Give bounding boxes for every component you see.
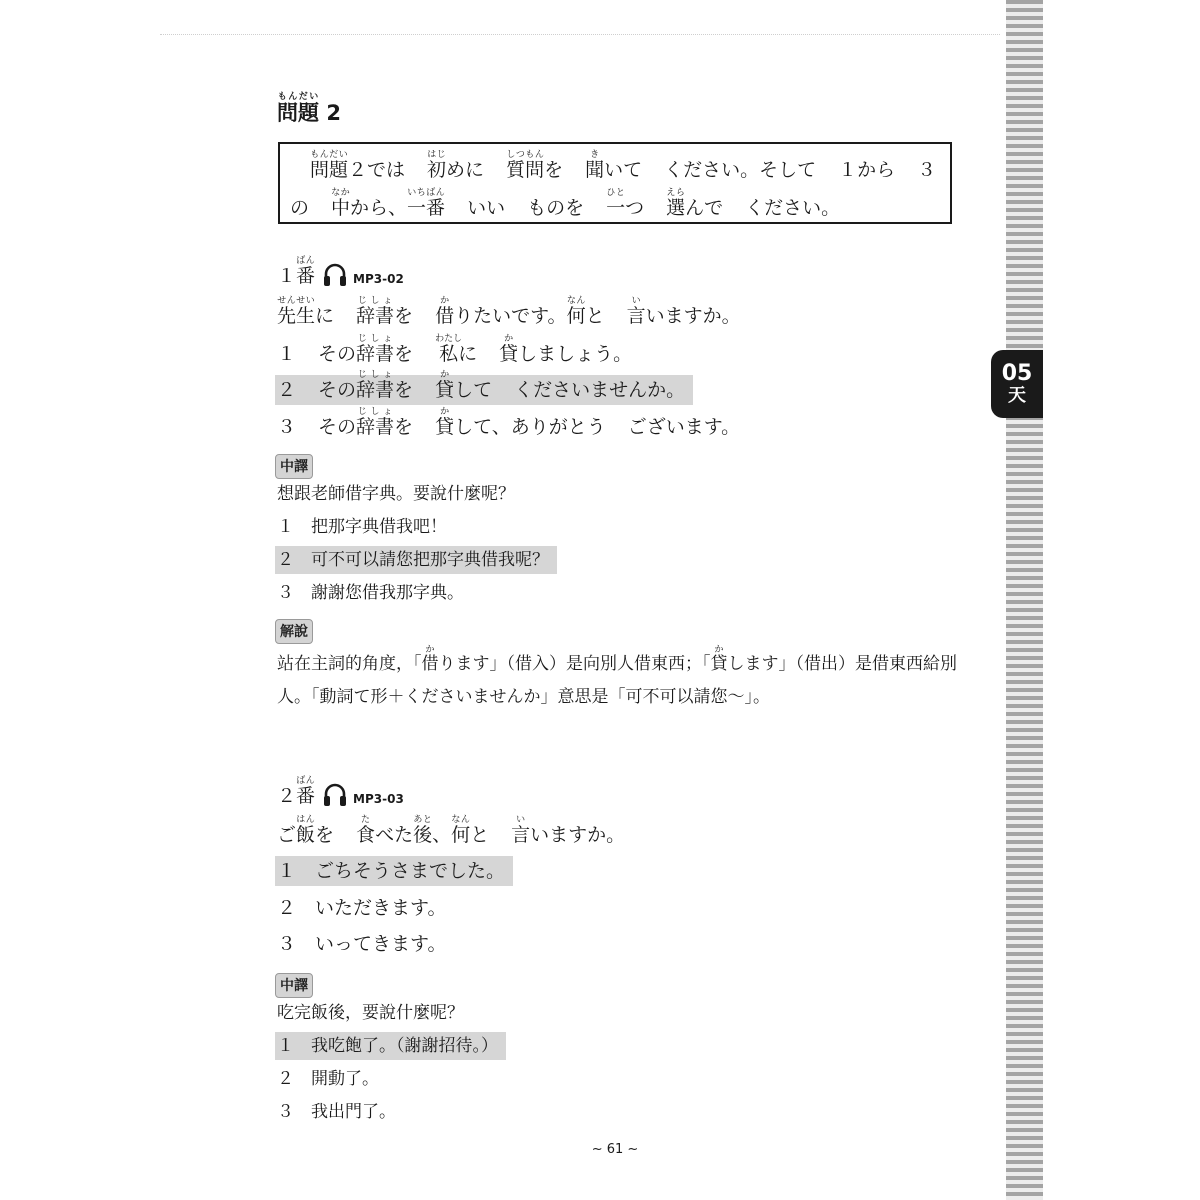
text-segment: に (458, 343, 478, 365)
text-segment: その (318, 343, 357, 365)
furigana-word: 飯はん (296, 815, 316, 846)
furigana-reading: か (435, 370, 455, 380)
q1-explanation-badge: 解說 (275, 619, 313, 644)
furigana-reading: か (435, 296, 455, 306)
q2-option-3: ３ いってきます。 (277, 933, 447, 955)
text-segment: ２ (277, 379, 297, 401)
furigana-reading: なん (451, 815, 471, 825)
furigana-reading: なか (331, 188, 351, 198)
text-segment: べた (375, 824, 414, 846)
text-segment: １から (838, 159, 896, 181)
instruction-box (278, 142, 952, 224)
furigana-word: 貸か (435, 370, 455, 401)
title-number: 2 (326, 101, 341, 125)
furigana-reading: もんだい (310, 150, 349, 160)
furigana-reading: しつもん (506, 150, 545, 160)
text-segment: りたいです。 (454, 305, 567, 327)
furigana-word: 問題もんだい (310, 150, 349, 181)
text-segment: めに (446, 159, 485, 181)
top-dotted-rule (160, 34, 1000, 35)
furigana-reading: はん (296, 815, 316, 825)
furigana-reading: せんせい (277, 296, 316, 306)
q1-explanation (277, 645, 957, 714)
furigana-reading: じしょ (356, 296, 395, 306)
text-segment: ３ (277, 416, 297, 438)
text-segment: を (394, 305, 414, 327)
furigana-word: 言い (511, 815, 531, 846)
q2-mp3-label: MP3-03 (353, 792, 404, 806)
text-segment: んで (685, 197, 724, 219)
furigana-reading: い (626, 296, 646, 306)
text-segment: ３ (917, 159, 937, 181)
furigana-word: 聞き (585, 150, 605, 181)
furigana-word: 初はじ (427, 150, 447, 181)
q1-ban: 番ばん (296, 256, 316, 287)
text-segment: 、 (432, 824, 452, 846)
furigana-word: 言い (626, 296, 646, 327)
text-segment: いて (604, 159, 643, 181)
text-segment: 站在主詞的角度，「 (277, 654, 422, 674)
headphones-icon (323, 262, 347, 288)
instruction-line-2 (290, 188, 840, 220)
furigana-reading: はじ (427, 150, 447, 160)
q1-option-3 (277, 407, 740, 437)
page-number: ~ 61 ~ (591, 1142, 639, 1157)
q1-translation-3: ３ 謝謝您借我那字典。 (277, 583, 464, 603)
furigana-reading: か (421, 645, 439, 655)
text-segment: します」（借出）是借東西給別人。「動詞て形＋くださいませんか」意思是「可不可以請您～」。 (277, 654, 957, 707)
q1-mp3-label: MP3-02 (353, 272, 404, 286)
text-segment: を (394, 379, 414, 401)
text-segment: いい (467, 197, 506, 219)
furigana-word: 貸か (499, 334, 519, 365)
text-segment: いますか。 (645, 305, 741, 327)
text-segment: その (318, 379, 357, 401)
text-segment: から、 (350, 197, 408, 219)
q2-translation-2: ２ 開動了。 (277, 1069, 379, 1089)
furigana-word: 貸か (710, 645, 728, 674)
q2-translation-badge: 中譯 (275, 973, 313, 998)
text-segment: ください。そして (664, 159, 817, 181)
q2-option-1-highlight: １ ごちそうさまでした。 (275, 856, 513, 886)
furigana-reading: じしょ (356, 334, 395, 344)
side-stripe (1006, 0, 1043, 1200)
q2-translation-3: ３ 我出門了。 (277, 1102, 396, 1122)
furigana-reading: えら (666, 188, 686, 198)
text-segment: ２では (348, 159, 406, 181)
furigana-word: 何なん (566, 296, 586, 327)
furigana-word: 中なか (331, 188, 351, 219)
furigana-word: 後あと (413, 815, 433, 846)
furigana-word: 私わたし (435, 334, 463, 365)
q2-option-2: ２ いただきます。 (277, 897, 447, 919)
q1-question (277, 296, 741, 326)
title-ruby: 問題もんだい (277, 92, 319, 125)
furigana-word: 借か (421, 645, 439, 674)
text-segment: と (470, 824, 490, 846)
furigana-word: 借か (435, 296, 455, 327)
q2-ban: 番ばん (296, 776, 316, 807)
furigana-reading: た (356, 815, 376, 825)
furigana-word: 辞書じしょ (356, 407, 395, 438)
text-segment: くださいませんか。 (514, 379, 686, 401)
text-segment: と (585, 305, 605, 327)
text-segment: を (315, 824, 335, 846)
q1-translation-badge: 中譯 (275, 454, 313, 479)
furigana-reading: わたし (435, 334, 463, 344)
text-segment: を (394, 343, 414, 365)
section-title (277, 92, 341, 127)
text-segment: １ (277, 343, 297, 365)
day-tab (991, 350, 1043, 418)
text-segment: いますか。 (530, 824, 626, 846)
q1-option-1 (277, 334, 632, 364)
furigana-word: 一ひと (606, 188, 626, 219)
furigana-word: 先生せんせい (277, 296, 316, 327)
text-segment: を (394, 416, 414, 438)
text-segment: を (544, 159, 564, 181)
day-tab-label: 天 (1008, 385, 1026, 407)
text-segment: しましょう。 (518, 343, 633, 365)
text-segment: ください。 (745, 197, 841, 219)
q2-translation-1 (277, 1038, 506, 1055)
text-segment: ものを (527, 197, 585, 219)
instruction-line-1 (310, 150, 936, 182)
furigana-reading: ひと (606, 188, 626, 198)
text-segment: ります」（借入）是向別人借東西；「 (438, 654, 711, 674)
furigana-word: 辞書じしょ (356, 296, 395, 327)
furigana-reading: き (585, 150, 605, 160)
furigana-reading: いちばん (407, 188, 446, 198)
q2-translation-1-highlight: １ 我吃飽了。（謝謝招待。） (275, 1032, 506, 1060)
furigana-word: 貸か (435, 407, 455, 438)
q1-translation-1: １ 把那字典借我吧！ (277, 517, 447, 537)
text-segment: ご (277, 824, 297, 846)
furigana-reading: い (511, 815, 531, 825)
furigana-word: 一番いちばん (407, 188, 446, 219)
furigana-reading: か (499, 334, 519, 344)
text-segment: その (318, 416, 357, 438)
furigana-word: 何なん (451, 815, 471, 846)
furigana-word: 食た (356, 815, 376, 846)
q1-translation-2-highlight: ２ 可不可以請您把那字典借我呢？ (275, 546, 557, 574)
text-segment: に (315, 305, 335, 327)
q2-number: ２ (277, 785, 297, 807)
furigana-reading: なん (566, 296, 586, 306)
q2-translation-question: 吃完飯後，要說什麼呢？ (277, 1003, 464, 1023)
furigana-word: 辞書じしょ (356, 370, 395, 401)
q1-option-2 (277, 370, 693, 400)
furigana-reading: あと (413, 815, 433, 825)
day-tab-number: 05 (1001, 361, 1033, 386)
furigana-reading: か (710, 645, 728, 655)
furigana-reading: じしょ (356, 370, 395, 380)
q2-question (277, 815, 625, 845)
furigana-word: 辞書じしょ (356, 334, 395, 365)
q2-heading (277, 776, 404, 808)
text-segment: つ (625, 197, 645, 219)
q2-option-1 (277, 862, 513, 881)
furigana-word: 質問しつもん (506, 150, 545, 181)
headphones-icon (323, 782, 347, 808)
q1-heading (277, 256, 404, 288)
q1-option-2-highlight (275, 370, 693, 405)
text-segment: して (454, 379, 493, 401)
q1-translation-question: 想跟老師借字典。要說什麼呢？ (277, 484, 515, 504)
q1-translation-2 (277, 552, 557, 569)
furigana-reading: じしょ (356, 407, 395, 417)
text-segment: の (290, 197, 310, 219)
furigana-reading: か (435, 407, 455, 417)
q1-number: １ (277, 265, 297, 287)
furigana-word: 選えら (666, 188, 686, 219)
text-segment: ございます。 (627, 416, 741, 438)
text-segment: して、ありがとう (454, 416, 606, 438)
